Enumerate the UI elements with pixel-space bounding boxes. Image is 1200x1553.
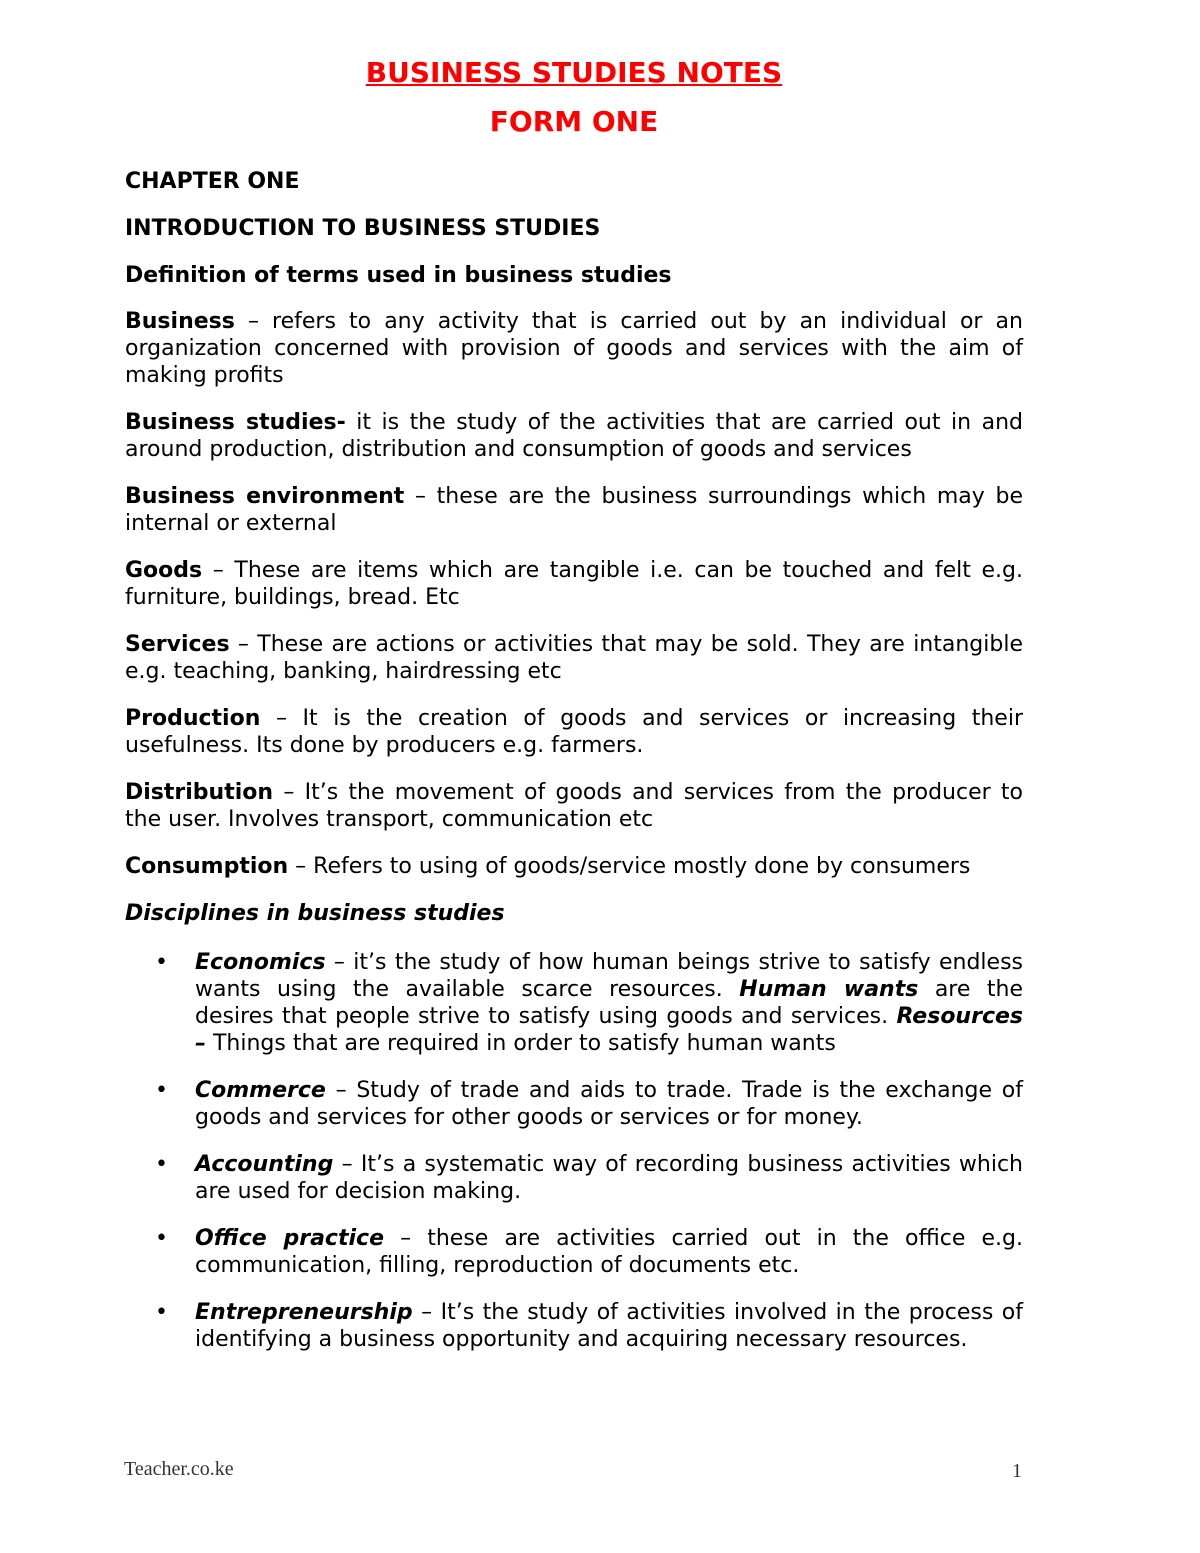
definition-term: Business environment bbox=[125, 484, 405, 509]
document-body bbox=[125, 55, 1023, 1353]
discipline-text: – It’s a systematic way of recording business activities which are used for decision making. bbox=[195, 1152, 1023, 1204]
discipline-text: – Study of trade and aids to trade. Trade is the exchange of goods and services for other goods or services or for money. bbox=[195, 1078, 1023, 1130]
bullet-icon: • bbox=[155, 1078, 168, 1103]
list-item-entrepreneurship bbox=[125, 1299, 1023, 1353]
definition-business-environment bbox=[125, 483, 1023, 537]
footer-page-number: 1 bbox=[1012, 1460, 1022, 1482]
definition-text: – It is the creation of goods and services or increasing their usefulness. Its done by producers e.g. farmers. bbox=[125, 706, 1023, 758]
discipline-text: – these are activities carried out in the office e.g. communication, filling, reproduction of documents etc. bbox=[195, 1226, 1023, 1278]
definition-distribution bbox=[125, 779, 1023, 833]
definition-term: Consumption bbox=[125, 854, 289, 879]
bullet-icon: • bbox=[155, 1300, 168, 1325]
definition-production bbox=[125, 705, 1023, 759]
definition-business-studies bbox=[125, 409, 1023, 463]
definition-term: Services bbox=[125, 632, 230, 657]
definition-term: Goods bbox=[125, 558, 203, 583]
definition-text: – These are actions or activities that may be sold. They are intangible e.g. teaching, banking, hairdressing etc bbox=[125, 632, 1023, 684]
list-item-commerce bbox=[125, 1077, 1023, 1131]
document-subtitle: FORM ONE bbox=[489, 105, 659, 138]
definition-term: Business studies- bbox=[125, 410, 346, 435]
chapter-label: CHAPTER ONE bbox=[125, 169, 300, 194]
discipline-term: Entrepreneurship bbox=[195, 1300, 413, 1325]
footer-source: Teacher.co.ke bbox=[124, 1458, 234, 1480]
disciplines-list bbox=[125, 949, 1023, 1353]
definition-term: Distribution bbox=[125, 780, 274, 805]
definition-text: – It’s the movement of goods and services from the producer to the user. Involves transport, communication etc bbox=[125, 780, 1023, 832]
disciplines-heading: Disciplines in business studies bbox=[125, 901, 505, 926]
discipline-term: Commerce bbox=[195, 1078, 326, 1103]
definition-text: – refers to any activity that is carried out by an individual or an organization concerned with provision of goods and services with the aim of making profits bbox=[125, 309, 1023, 388]
definition-text: – these are the business surroundings which may be internal or external bbox=[125, 484, 1023, 536]
definition-services bbox=[125, 631, 1023, 685]
definition-term: Production bbox=[125, 706, 261, 731]
discipline-text: are the desires that people strive to satisfy using goods and services. bbox=[195, 977, 1024, 1029]
definition-text: – Refers to using of goods/service mostly done by consumers bbox=[288, 854, 971, 879]
discipline-text: – It’s the study of activities involved in the process of identifying a business opportunity and acquiring necessary resources. bbox=[195, 1300, 1023, 1352]
definition-text: – These are items which are tangible i.e. can be touched and felt e.g. furniture, buildings, bread. Etc bbox=[125, 558, 1023, 610]
bullet-icon: • bbox=[155, 950, 168, 975]
discipline-term: Accounting bbox=[195, 1152, 334, 1177]
discipline-subterm-resources: Resources – bbox=[195, 1004, 1023, 1056]
discipline-term: Office practice bbox=[195, 1226, 384, 1251]
definitions-heading: Definition of terms used in business studies bbox=[125, 263, 672, 288]
bullet-icon: • bbox=[155, 1226, 168, 1251]
definition-text: it is the study of the activities that are carried out in and around production, distribution and consumption of goods and services bbox=[125, 410, 1023, 462]
chapter-title: INTRODUCTION TO BUSINESS STUDIES bbox=[125, 216, 601, 241]
discipline-text: Things that are required in order to satisfy human wants bbox=[206, 1031, 836, 1056]
definition-consumption bbox=[125, 853, 1023, 880]
definition-goods bbox=[125, 557, 1023, 611]
discipline-subterm-human-wants: Human wants bbox=[739, 977, 919, 1002]
definition-business bbox=[125, 308, 1023, 389]
list-item-economics bbox=[125, 949, 1023, 1057]
list-item-office-practice bbox=[125, 1225, 1023, 1279]
discipline-text: – it’s the study of how human beings strive to satisfy endless wants using the available scarce resources. bbox=[195, 950, 1023, 1002]
definition-term: Business bbox=[125, 309, 235, 334]
bullet-icon: • bbox=[155, 1152, 168, 1177]
discipline-term: Economics bbox=[195, 950, 326, 975]
list-item-accounting bbox=[125, 1151, 1023, 1205]
document-title: BUSINESS STUDIES NOTES bbox=[365, 56, 783, 89]
